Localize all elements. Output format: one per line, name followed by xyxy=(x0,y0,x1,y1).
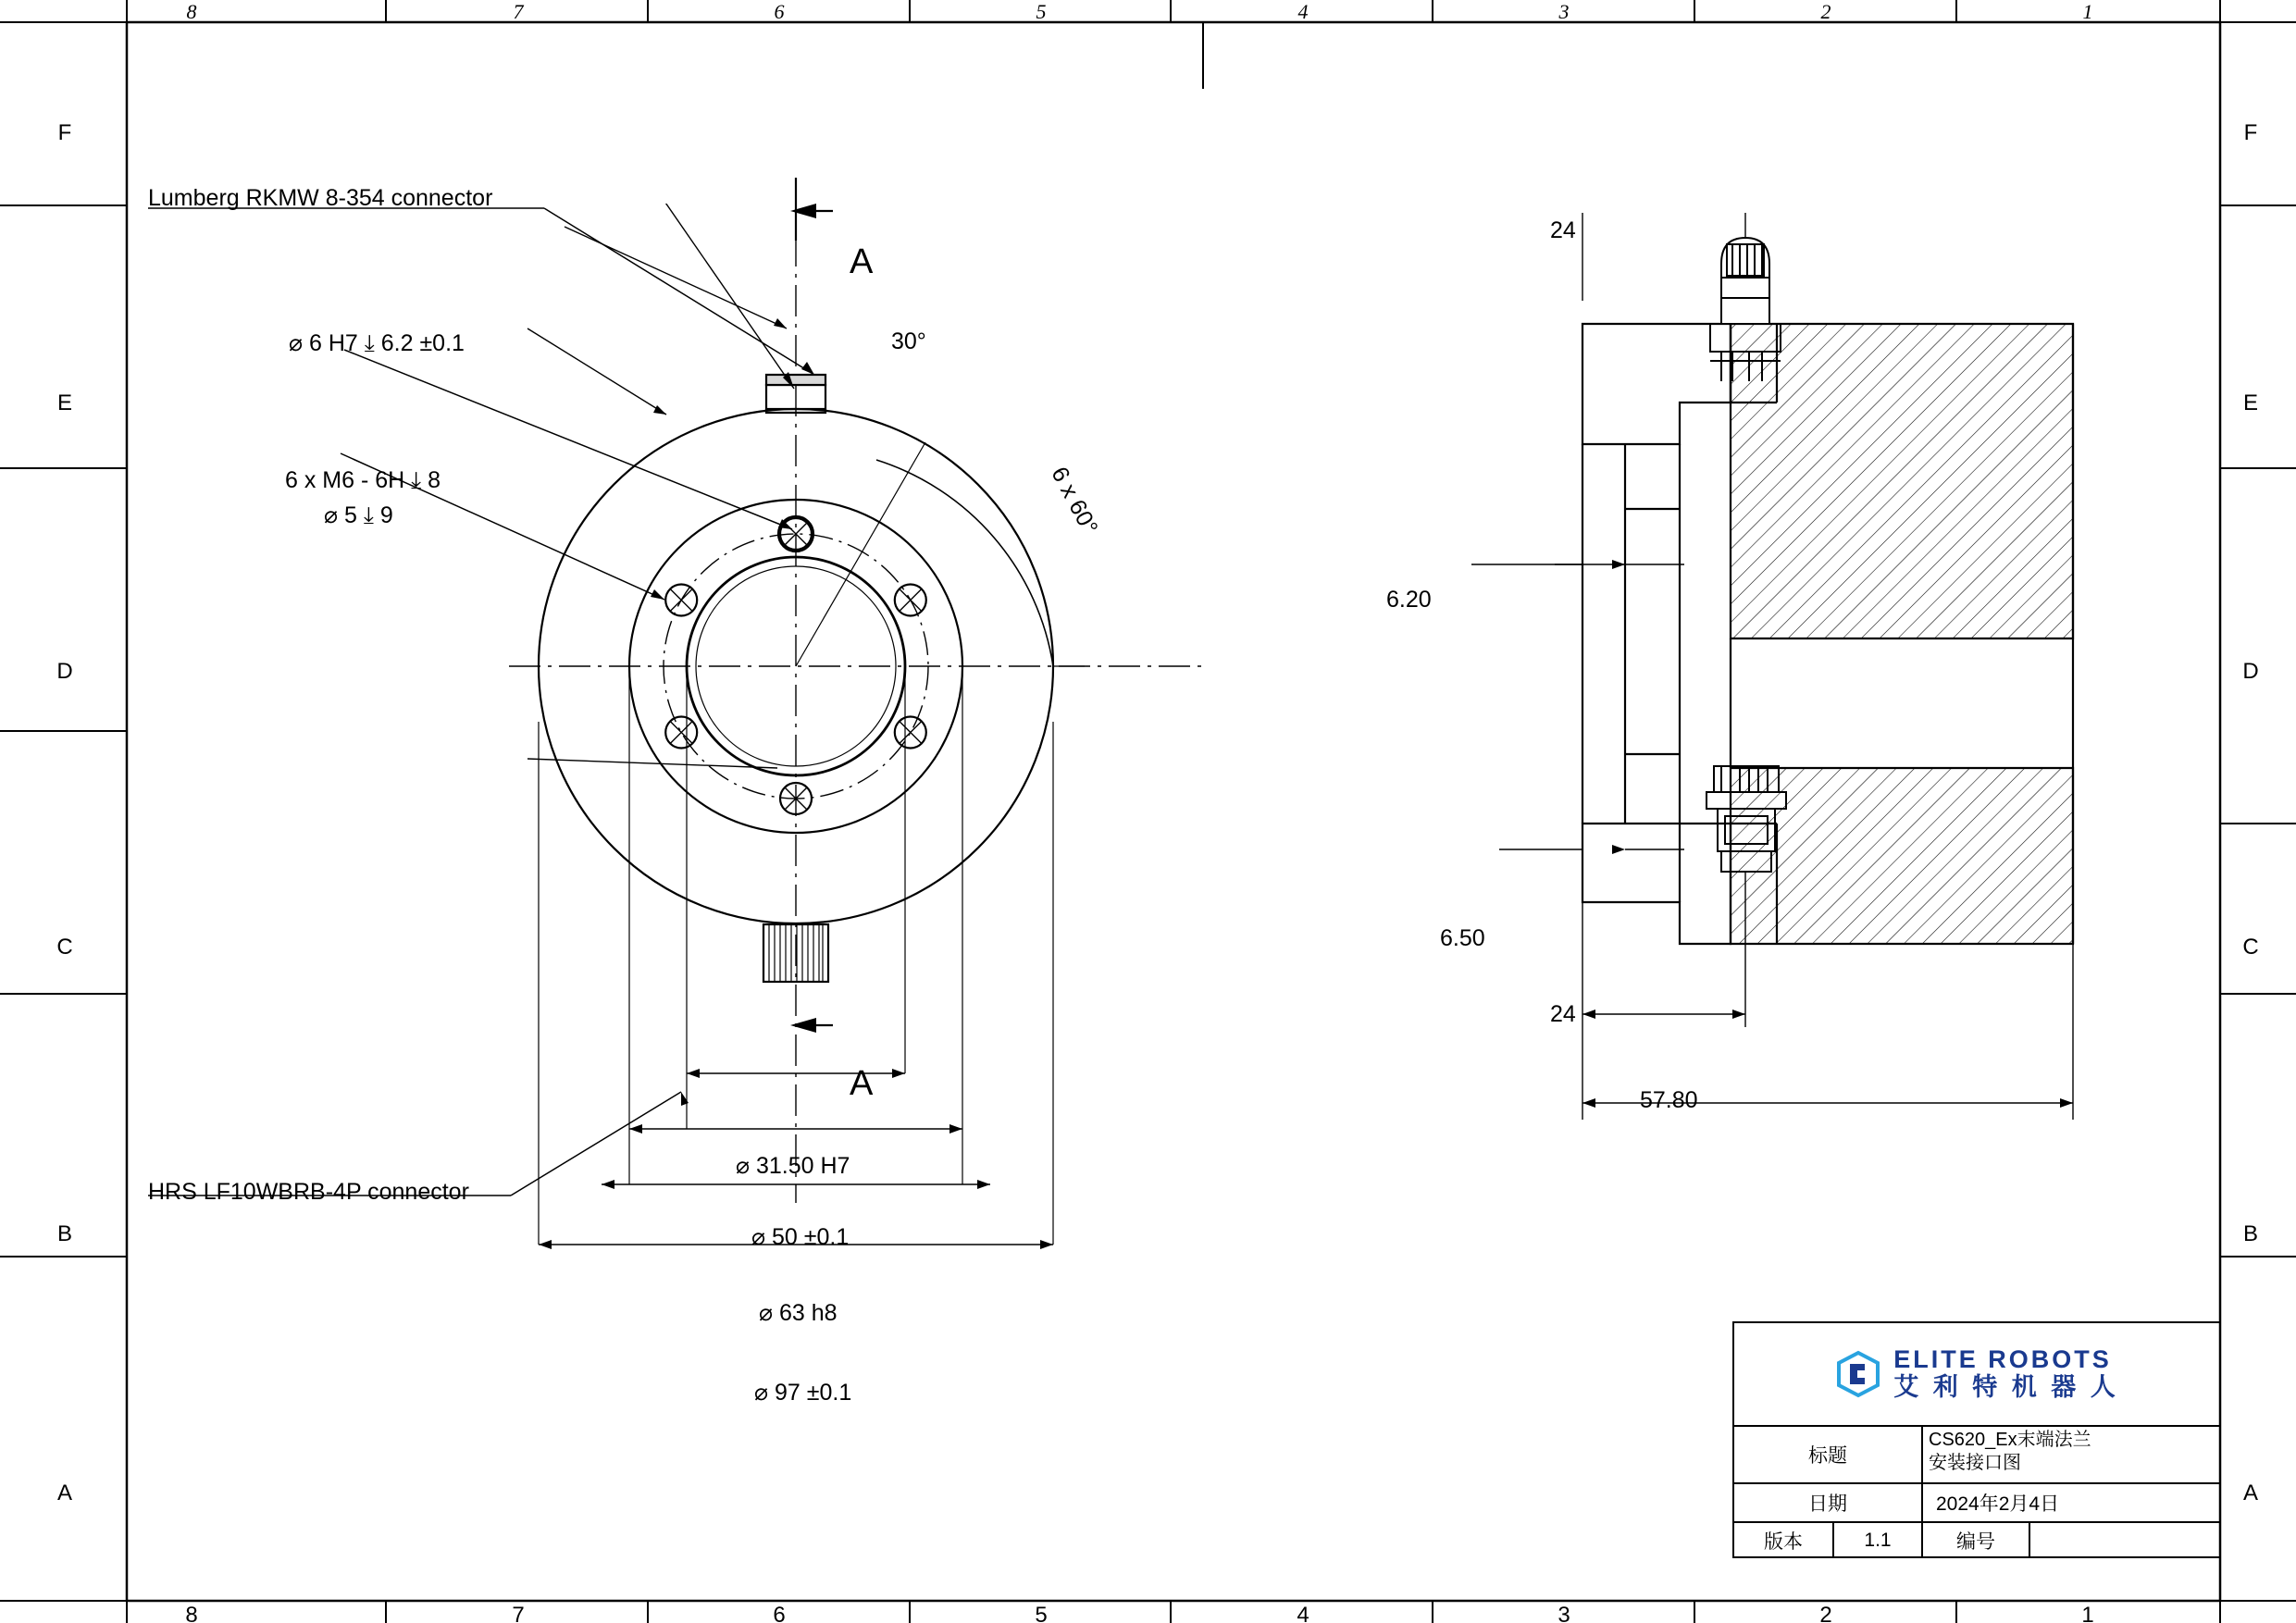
dim-section-overall: 57.80 xyxy=(1640,1087,1698,1113)
title-row xyxy=(1734,1425,2219,1482)
zone-left-b: B xyxy=(56,1221,72,1246)
version-value: 1.1 xyxy=(1832,1523,1921,1558)
zone-left-f: F xyxy=(57,120,72,145)
note-thread-holes-line1: 6 x M6 - 6H ⤓ 8 xyxy=(285,467,441,493)
zone-right-f: F xyxy=(2243,120,2258,145)
logo-english-text: ELITE ROBOTS xyxy=(1893,1345,2112,1374)
zone-bottom-6: 6 xyxy=(773,1603,786,1623)
logo-chinese-text: 艾 利 特 机 器 人 xyxy=(1893,1373,2119,1401)
zone-bottom-2: 2 xyxy=(1819,1603,1832,1623)
title-label: 标题 xyxy=(1808,1445,1847,1467)
zone-top-1: 1 xyxy=(2082,0,2093,23)
zone-bottom-4: 4 xyxy=(1297,1603,1309,1623)
zone-bottom-1: 1 xyxy=(2081,1603,2094,1623)
date-row xyxy=(1734,1482,2219,1521)
dim-section-top-24: 24 xyxy=(1550,217,1576,243)
version-label: 版本 xyxy=(1764,1531,1803,1553)
number-label: 编号 xyxy=(1921,1523,2029,1558)
dim-bore: ⌀ 31.50 H7 xyxy=(736,1153,850,1179)
zone-top-6: 6 xyxy=(774,0,785,23)
dim-section-bottom-24: 24 xyxy=(1550,1001,1576,1027)
angle-30-label: 30° xyxy=(891,328,926,354)
dim-bolt-circle: ⌀ 50 ±0.1 xyxy=(751,1224,850,1250)
zone-top-3: 3 xyxy=(1558,0,1570,23)
date-label: 日期 xyxy=(1808,1493,1847,1515)
zone-bottom-5: 5 xyxy=(1035,1603,1048,1623)
zone-left-e: E xyxy=(56,390,72,415)
section-mark-bottom: A xyxy=(850,1064,874,1103)
zone-top-5: 5 xyxy=(1036,0,1047,23)
company-logo xyxy=(1734,1323,2219,1425)
zone-top-2: 2 xyxy=(1820,0,1831,23)
number-value xyxy=(2029,1523,2219,1558)
zone-left-c: C xyxy=(56,935,73,960)
zone-right-e: E xyxy=(2242,390,2258,415)
zone-bottom-3: 3 xyxy=(1558,1603,1570,1623)
zone-top-4: 4 xyxy=(1297,0,1309,23)
dim-section-depth-650: 6.50 xyxy=(1440,925,1485,951)
zone-right-b: B xyxy=(2242,1221,2258,1246)
zone-top-8: 8 xyxy=(186,0,197,23)
title-block xyxy=(1732,1321,2221,1558)
zone-left-a: A xyxy=(56,1481,72,1505)
note-thread-holes-line2: ⌀ 5 ⤓ 9 xyxy=(324,502,393,528)
zone-bottom-7: 7 xyxy=(512,1603,525,1623)
dim-section-depth-620: 6.20 xyxy=(1386,587,1432,613)
zone-right-c: C xyxy=(2242,935,2259,960)
zone-bottom-8: 8 xyxy=(185,1603,198,1623)
note-hrs-connector: HRS LF10WBRB-4P connector xyxy=(148,1179,469,1205)
dim-pilot: ⌀ 63 h8 xyxy=(759,1300,838,1326)
angle-pattern-label: 6 x 60° xyxy=(1046,463,1103,539)
zone-left-d: D xyxy=(56,659,73,684)
elite-robots-logo-icon xyxy=(1834,1350,1882,1398)
date-value: 2024年2月4日 xyxy=(1921,1484,2219,1521)
title-value xyxy=(1921,1427,2219,1482)
zone-top-7: 7 xyxy=(513,0,524,23)
note-lumberg-connector: Lumberg RKMW 8-354 connector xyxy=(148,185,493,211)
zone-right-d: D xyxy=(2242,659,2259,684)
zone-right-a: A xyxy=(2242,1481,2258,1505)
section-mark-top: A xyxy=(850,242,874,281)
note-dowel-hole: ⌀ 6 H7 ⤓ 6.2 ±0.1 xyxy=(289,330,465,356)
title-value-line1: CS620_Ex末端法兰 xyxy=(1929,1430,2091,1450)
title-value-line2: 安装接口图 xyxy=(1929,1453,2021,1473)
dim-outer: ⌀ 97 ±0.1 xyxy=(754,1380,852,1406)
version-row xyxy=(1734,1521,2219,1558)
